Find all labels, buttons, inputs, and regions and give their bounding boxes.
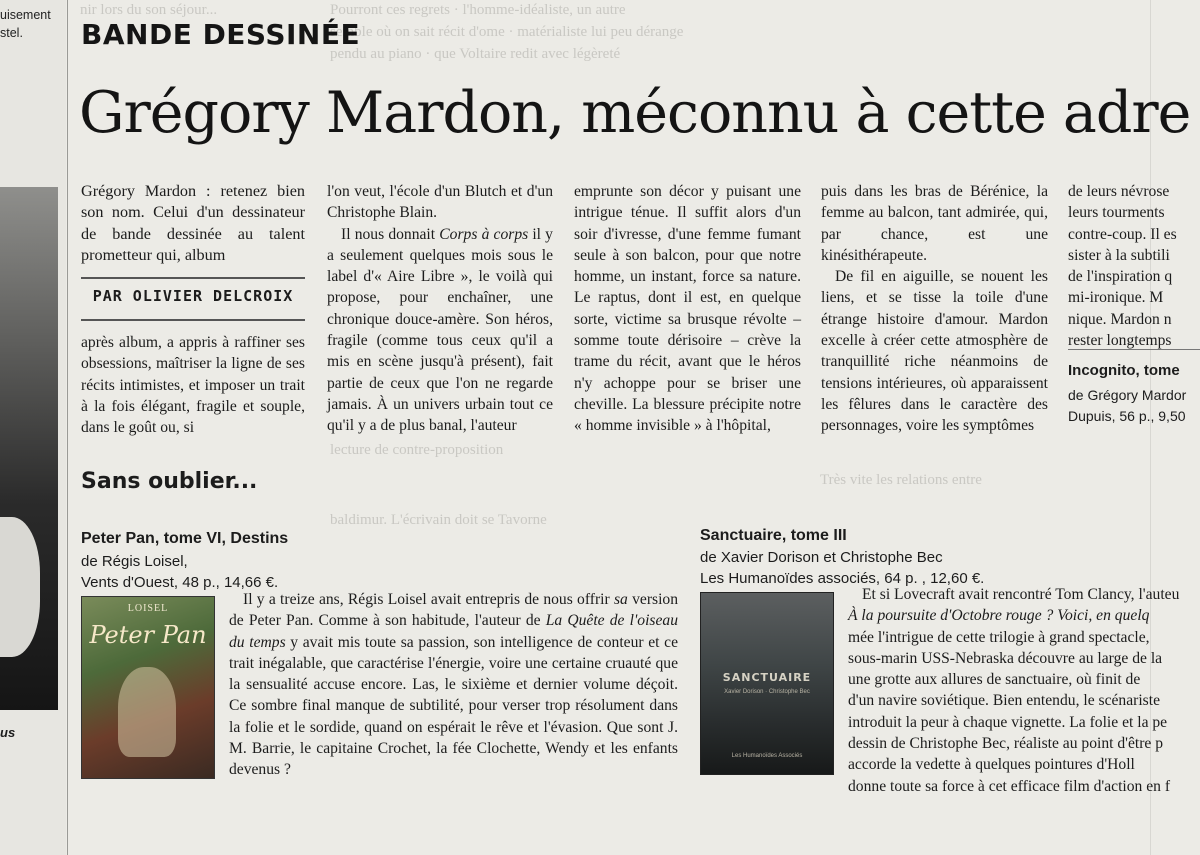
left-adjacent-column <box>0 0 66 855</box>
bleed-through-text: Très vite les relations entre <box>820 472 982 488</box>
author-photo <box>0 187 58 710</box>
headline: Grégory Mardon, méconnu à cette adre <box>79 80 1191 146</box>
article-column-5 <box>1068 181 1200 351</box>
paragraph: puis dans les bras de Bérénice, la femme au balcon, tant admirée, qui, par chance, est une kinésithérapeute. <box>821 183 1048 264</box>
cover-figure <box>118 667 176 757</box>
meta-line: Vents d'Ouest, 48 p., 14,66 €. <box>81 574 279 591</box>
bleed-through-text: nir lors du son séjour... <box>80 2 218 18</box>
text-line: À la poursuite d'Octobre rouge ? Voici, en quelq <box>848 607 1150 625</box>
bleed-through-text: Pourront ces regrets · l'homme-idéaliste, un autre <box>330 2 626 18</box>
text-span: Il nous donnait <box>341 225 440 243</box>
sanctuaire-cover-image <box>700 592 834 775</box>
meta-line: de Xavier Dorison et Christophe Bec <box>700 549 943 566</box>
peter-pan-cover-image <box>81 596 215 779</box>
album-title: Corps à corps <box>439 225 529 243</box>
byline: PAR OLIVIER DELCROIX <box>92 287 294 305</box>
sans-oublier-heading: Sans oublier... <box>81 469 258 494</box>
sanctuaire-review <box>848 584 1200 797</box>
left-caption-line: stel. <box>0 26 23 40</box>
meta-line: Les Humanoïdes associés, 64 p. , 12,60 €. <box>700 570 985 587</box>
bleed-through-text: baldimur. L'écrivain doit se Tavorne <box>330 512 547 528</box>
text-line: contre-coup. Il es <box>1068 225 1177 243</box>
cover-title: SANCTUAIRE <box>722 671 812 684</box>
text-line: accorde la vedette à quelques pointures d'Holl <box>848 756 1135 774</box>
album-title: La Quête de l'oiseau du temps <box>229 612 678 651</box>
photo-face <box>0 517 40 657</box>
meta-line: Dupuis, 56 p., 9,50 <box>1068 408 1186 424</box>
paragraph: l'on veut, l'école d'un Blutch et d'un Christophe Blain. <box>327 183 553 222</box>
text-line: sous-marin USS-Nebraska découvre au large de la <box>848 649 1163 667</box>
bleed-through-text: lecture de contre-proposition <box>330 442 504 458</box>
peter-pan-meta <box>81 551 278 593</box>
text-line: mi-ironique. M <box>1068 289 1164 307</box>
article-column-3: emprunte son décor y puisant une intrigue ténue. Il suffit alors d'un soir d'ivresse, d'une femme fumant seule à son balcon, pour que notre homme, un instant, force sa nature. Le raptus, dont il est, en quelque sorte, victime sa brusque révolte – somme toute dérisoire – crève la trame du récit, avant que le héros n'y achoppe pour se briser une cheville. La blessure précipite notre « homme invisible » à l'hôpital, <box>574 183 801 435</box>
article-column-2 <box>327 181 553 437</box>
column-divider <box>67 0 68 855</box>
cover-publisher: Les Humanoïdes Associés <box>731 753 803 759</box>
text-line: une grotte aux allures de sanctuaire, où finit de <box>848 671 1141 689</box>
sanctuaire-meta <box>700 547 984 589</box>
text-span: il y a seulement quelques mois sous le label d'« Aire Libre », le voilà qui propose, pour enchaîner, une chronique douce-amère. Son héros, fragile (comme tous ceux qu'il a mis en scène jusqu'à présent), fait partie de ceux que l'on ne regarde jamais. À un univers urbain tout ce qu'il y a de plus banal, l'auteur <box>327 225 553 435</box>
article-intro: Grégory Mardon : retenez bien son nom. Celui d'un dessinateur de bande dessinée au talent prometteur qui, album <box>81 182 305 264</box>
left-caption <box>0 6 66 42</box>
text-line: rester longtemps <box>1068 332 1172 350</box>
incognito-title: Incognito, tome <box>1068 362 1180 379</box>
bleed-through-text: pendu au piano · que Voltaire redit avec légèreté <box>330 46 621 62</box>
left-photo-caption: us <box>0 725 16 740</box>
sanctuaire-title: Sanctuaire, tome III <box>700 527 847 544</box>
paragraph <box>229 589 678 781</box>
section-rubric: BANDE DESSINÉE <box>81 18 361 51</box>
text-line: sister à la subtili <box>1068 246 1170 264</box>
text-line: de l'inspiration q <box>1068 268 1173 286</box>
meta-line: de Régis Loisel, <box>81 553 188 570</box>
text-line: d'un navire soviétique. Bien entendu, le scénariste <box>848 692 1160 710</box>
cover-author: LOISEL <box>127 603 169 614</box>
text-span: version de Peter Pan. Comme à son habitude, l'auteur de <box>229 591 679 630</box>
text-line: introduit la peur à chaque vignette. La folie et la pe <box>848 713 1168 731</box>
meta-line: de Grégory Mardor <box>1068 387 1187 403</box>
text-line: dessin de Christophe Bec, réaliste au point d'être p <box>848 735 1164 753</box>
text-line: leurs tourments <box>1068 204 1165 222</box>
article-column-1: après album, a appris à raffiner ses obsessions, maîtriser la ligne de ses récits intimistes, et imposer un trait à la fois élégant, fragile et souple, dans le goût ou, si <box>81 334 305 437</box>
peter-pan-review <box>229 589 678 781</box>
article-column-4 <box>821 181 1048 437</box>
text-span: y avait mis toute sa passion, son intelligence de conteur et ce trait inégalable, que caractérise l'énergie, voire une certaine cruauté que la sensualité accuse encore. Las, le sixième et dernier volume déçoit. Ce sombre final manque de subtilité, pour verser trop résolument dans la folie et le sordide, quand on espérait le rêve et l'évasion. Que sont J. M. Barrie, le capitaine Crochet, la fée Clochette, Wendy et les enfants devenus ? <box>229 633 678 779</box>
left-caption-line: uisement <box>0 8 51 22</box>
text-line: de leurs névrose <box>1068 183 1170 200</box>
paragraph <box>327 224 553 437</box>
cover-title: Peter Pan <box>89 621 207 649</box>
divider <box>1068 349 1200 350</box>
bleed-through-text: semble où on sait récit d'ome · matérialiste lui peu dérange <box>330 24 684 40</box>
peter-pan-title: Peter Pan, tome VI, Destins <box>81 530 289 547</box>
text-line: mée l'intrigue de cette trilogie à grand spectacle, <box>848 628 1150 646</box>
text-line: Et si Lovecraft avait rencontré Tom Clancy, l'auteu <box>862 586 1180 603</box>
text-span: Il y a treize ans, Régis Loisel avait entrepris de nous offrir <box>243 591 614 608</box>
incognito-meta <box>1068 385 1186 427</box>
cover-authors: Xavier Dorison · Christophe Bec <box>724 689 810 695</box>
text-line: donne toute sa force à cet efficace film d'action en f <box>848 777 1171 795</box>
text-span: sa <box>613 591 628 608</box>
text-line: nique. Mardon n <box>1068 310 1172 328</box>
paragraph: De fil en aiguille, se nouent les liens, et se tisse la toile d'une étrange histoire d'amour. Mardon excelle à créer cette atmosphère de tranquillité riche néanmoins de tensions intérieures, où apparaissent les fêlures dans le caractère des personnages, voire les symptômes <box>821 268 1048 435</box>
